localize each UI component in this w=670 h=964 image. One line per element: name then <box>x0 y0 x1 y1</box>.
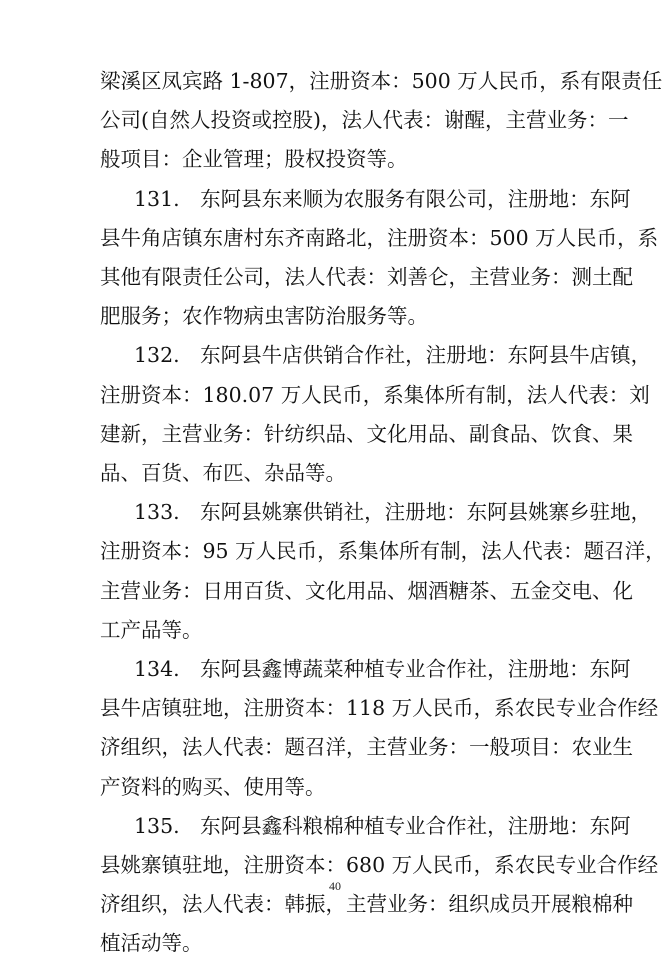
item-135-line-1: 135. 东阿县鑫科粮棉种植专业合作社，注册地：东阿 <box>134 813 631 838</box>
item-134-line-1: 134. 东阿县鑫博蔬菜种植专业合作社，注册地：东阿 <box>134 657 631 681</box>
paragraph-cont-line-3: 般项目：企业管理；股权投资等。 <box>100 147 408 172</box>
item-133-line-1: 133. 东阿县姚寨供销社，注册地：东阿县姚寨乡驻地， <box>134 500 652 525</box>
item-131-line-2: 县牛角店镇东唐村东齐南路北，注册资本：500 万人民币，系 <box>100 225 659 250</box>
paragraph-cont-line-2: 公司(自然人投资或控股)，法人代表：谢醒，主营业务：一 <box>100 108 629 133</box>
item-131-line-1: 131. 东阿县东来顺为农服务有限公司，注册地：东阿 <box>134 186 631 211</box>
page-number: 40 <box>329 879 341 893</box>
item-135-line-2: 县姚寨镇驻地，注册资本：680 万人民币，系农民专业合作经 <box>100 853 659 877</box>
item-134-line-3: 济组织，法人代表：题召洋，主营业务：一般项目：农业生 <box>100 735 633 760</box>
item-135-line-4: 植活动等。 <box>100 931 203 956</box>
item-132-line-2: 注册资本：180.07 万人民币，系集体所有制，法人代表：刘 <box>100 382 650 407</box>
item-133-line-3: 主营业务：日用百货、文化用品、烟酒糖茶、五金交电、化 <box>100 578 633 603</box>
item-134-line-4: 产资料的购买、使用等。 <box>100 774 326 799</box>
item-133-line-2: 注册资本：95 万人民币，系集体所有制，法人代表：题召洋， <box>100 539 666 564</box>
item-133-line-4: 工产品等。 <box>100 617 203 642</box>
item-131-line-3: 其他有限责任公司，法人代表：刘善仑，主营业务：测土配 <box>100 265 633 289</box>
item-134-line-2: 县牛店镇驻地，注册资本：118 万人民币，系农民专业合作经 <box>100 696 659 721</box>
item-132-line-4: 品、百货、布匹、杂品等。 <box>100 461 346 485</box>
item-132-line-1: 132. 东阿县牛店供销合作社，注册地：东阿县牛店镇， <box>134 343 652 368</box>
paragraph-cont-line-1: 梁溪区凤宾路 1-807，注册资本：500 万人民币，系有限责任 <box>100 69 663 93</box>
item-132-line-3: 建新，主营业务：针纺织品、文化用品、副食品、饮食、果 <box>100 421 633 446</box>
item-135-line-3: 济组织，法人代表：韩振，主营业务：组织成员开展粮棉种 <box>100 892 633 917</box>
item-131-line-4: 肥服务；农作物病虫害防治服务等。 <box>100 304 428 329</box>
